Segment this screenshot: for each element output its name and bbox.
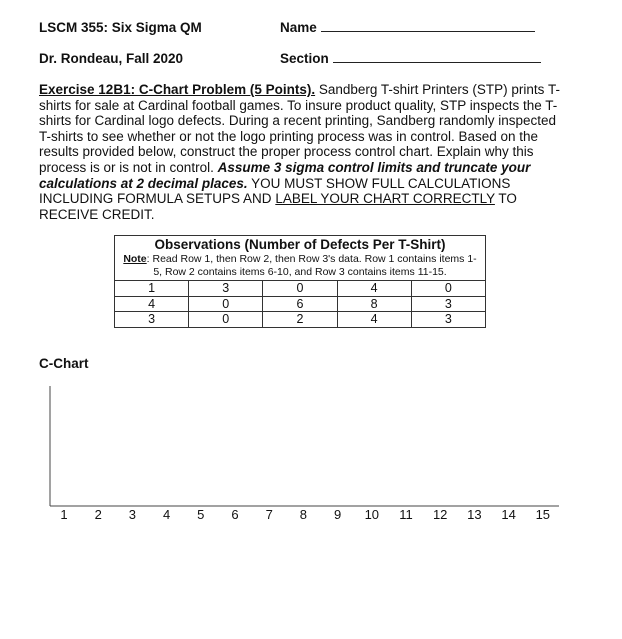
table-cell: 4 bbox=[337, 281, 411, 297]
table-cell: 8 bbox=[337, 296, 411, 312]
table-cell: 3 bbox=[189, 281, 263, 297]
table-cell: 0 bbox=[189, 312, 263, 328]
course-title: LSCM 355: Six Sigma QM bbox=[39, 20, 202, 35]
x-tick-label: 9 bbox=[333, 507, 342, 522]
x-tick-label: 4 bbox=[162, 507, 171, 522]
x-tick-label: 1 bbox=[60, 507, 68, 522]
name-label: Name bbox=[280, 20, 317, 35]
table-cell: 0 bbox=[189, 296, 263, 312]
exercise-title: Exercise 12B1: C-Chart Problem (5 Points). bbox=[39, 82, 316, 97]
table-cell: 6 bbox=[263, 296, 337, 312]
section-label: Section bbox=[280, 51, 329, 66]
x-tick-label: 6 bbox=[231, 507, 239, 522]
x-tick-label: 3 bbox=[128, 507, 137, 522]
x-tick-label: 5 bbox=[197, 507, 205, 522]
table-cell: 4 bbox=[337, 312, 411, 328]
exercise-requirement-underlined: LABEL YOUR CHART CORRECTLY bbox=[275, 191, 495, 207]
x-tick-label: 7 bbox=[265, 507, 273, 522]
table-title: Observations (Number of Defects Per T-Shirt) bbox=[115, 236, 486, 254]
table-cell: 3 bbox=[411, 296, 485, 312]
x-tick-label: 13 bbox=[467, 507, 482, 522]
table-cell: 4 bbox=[115, 296, 189, 312]
table-cell: 3 bbox=[411, 312, 485, 328]
exercise-assumption: Assume 3 sigma control limits and truncate your calculations at 2 decimal places. bbox=[39, 159, 531, 191]
table-cell: 0 bbox=[411, 281, 485, 297]
x-tick-label: 10 bbox=[364, 507, 380, 522]
exercise-requirement: YOU MUST SHOW FULL CALCULATIONS INCLUDING FORMULA SETUPS AND bbox=[39, 175, 511, 207]
instructor-term: Dr. Rondeau, Fall 2020 bbox=[39, 51, 184, 66]
table-cell: 0 bbox=[263, 281, 337, 297]
x-tick-label: 2 bbox=[94, 507, 102, 522]
x-tick-label: 15 bbox=[535, 507, 551, 522]
table-note-text: : Read Row 1, then Row 2, then Row 3's data. Row 1 contains items 1-5, Row 2 contains items 6-10, and Row 3 contains items 11-15. bbox=[146, 253, 477, 278]
table-cell: 2 bbox=[263, 312, 337, 328]
x-tick-label: 14 bbox=[501, 507, 516, 522]
exercise-requirement-end: TO RECEIVE CREDIT. bbox=[39, 191, 517, 222]
x-tick-labels bbox=[60, 507, 550, 522]
x-tick-label: 12 bbox=[432, 507, 448, 522]
x-tick-label: 11 bbox=[399, 507, 413, 522]
table-cell: 1 bbox=[115, 281, 189, 297]
exercise-body: Sandberg T-shirt Printers (STP) prints T-shirts for sale at Cardinal football games. To insure product quality, STP inspects the T-shirts for Cardinal logo defects. During a recent printing, Sandberg randomly inspected T-shirts to see whether or not the logo printing process was in control. Based on the results provided below, construct the proper process control chart. Explain why this process is or is not in control. bbox=[39, 82, 560, 175]
c-chart-label: C-Chart bbox=[39, 356, 89, 371]
table-note-label: Note bbox=[123, 253, 147, 265]
x-tick-label: 8 bbox=[299, 507, 308, 522]
table-cell: 3 bbox=[115, 312, 189, 328]
